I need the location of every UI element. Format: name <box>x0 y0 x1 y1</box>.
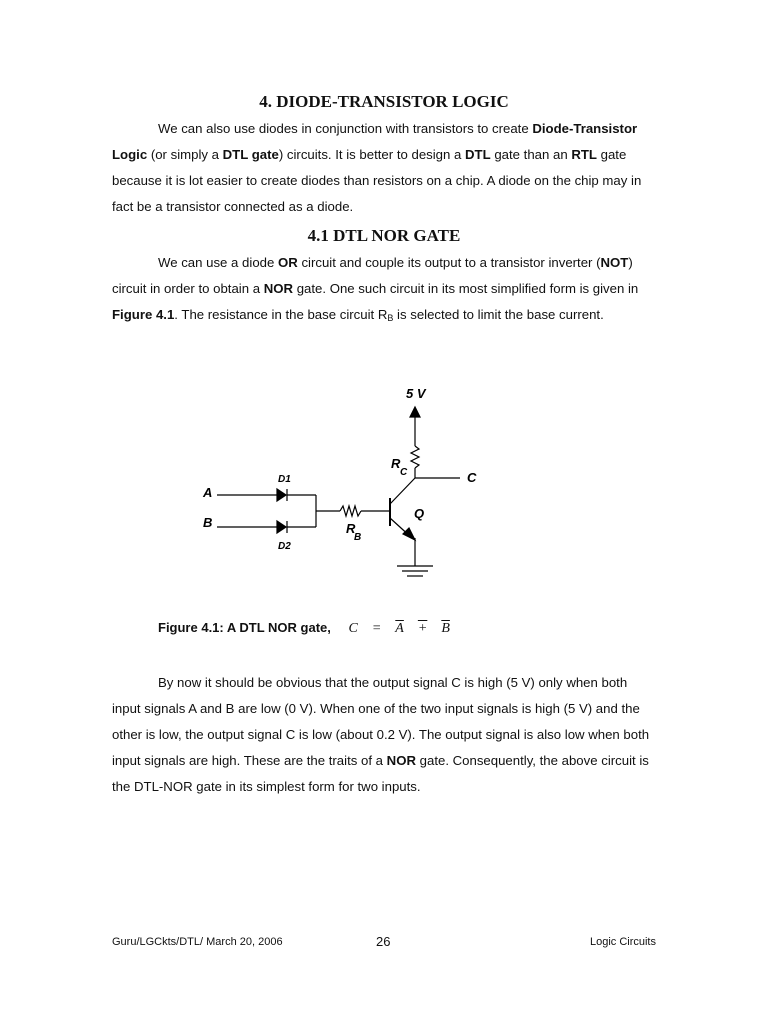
figure-caption <box>158 620 450 637</box>
diode-d1-label: D1 <box>278 474 291 485</box>
intro-paragraph: We can also use diodes in conjunction with transistors to create Diode-Transistor Logic (or simply a DTL gate) circuits. It is better to design a DTL gate than an RTL gate because it is lot easier to create diodes than resistors on a chip. A diode on the chip may in fact be a transistor connected as a diode. <box>112 121 642 214</box>
rb-label-sub: B <box>354 532 362 543</box>
rb-label: R <box>346 521 356 536</box>
vcc-arrow <box>410 407 420 417</box>
rc-label: R <box>391 456 401 471</box>
footer-left: Guru/LGCkts/DTL/ March 20, 2006 <box>112 936 283 948</box>
caption-equation: C = A + B <box>348 621 450 636</box>
vcc-label: 5 V <box>406 386 426 401</box>
conclusion-paragraph: By now it should be obvious that the output signal C is high (5 V) only when both input signals A and B are low (0 V). When one of the two input signals is high (5 V) and the other is low, the output signal C is low (about 0.2 V). The output signal is also low when both input signals are high. These are the traits of a NOR gate. Consequently, the above circuit is the DTL-NOR gate in its simplest form for two inputs. <box>112 675 650 794</box>
subsection-heading: 4.1 DTL NOR GATE <box>307 226 461 245</box>
dtl-nor-circuit-diagram <box>180 380 480 590</box>
caption-label: Figure 4.1: A DTL NOR gate, <box>158 620 331 635</box>
diode-d2-body <box>277 521 286 533</box>
rb-resistor <box>340 506 361 516</box>
emitter-arrow <box>403 528 415 540</box>
nor-paragraph: We can use a diode OR circuit and couple its output to a transistor inverter (NOT) circuit in order to obtain a NOR gate. One such circuit in its most simplified form is given in Figure 4.1. The resistance in the base circuit $R_B$ is selected to limit the base current. <box>112 255 639 323</box>
input-a-label: A <box>203 485 213 500</box>
diode-d1-body <box>277 489 286 501</box>
diode-d2-label: D2 <box>278 541 291 552</box>
input-b-label: B <box>203 515 213 530</box>
section-heading: 4. DIODE-TRANSISTOR LOGIC <box>259 92 509 111</box>
page-number: 26 <box>376 934 391 949</box>
transistor-collector <box>390 478 415 504</box>
footer-right: Logic Circuits <box>589 936 656 948</box>
transistor-label: Q <box>414 506 425 521</box>
rc-resistor <box>411 446 419 468</box>
output-label: C <box>467 470 477 485</box>
rc-label-sub: C <box>400 467 408 478</box>
